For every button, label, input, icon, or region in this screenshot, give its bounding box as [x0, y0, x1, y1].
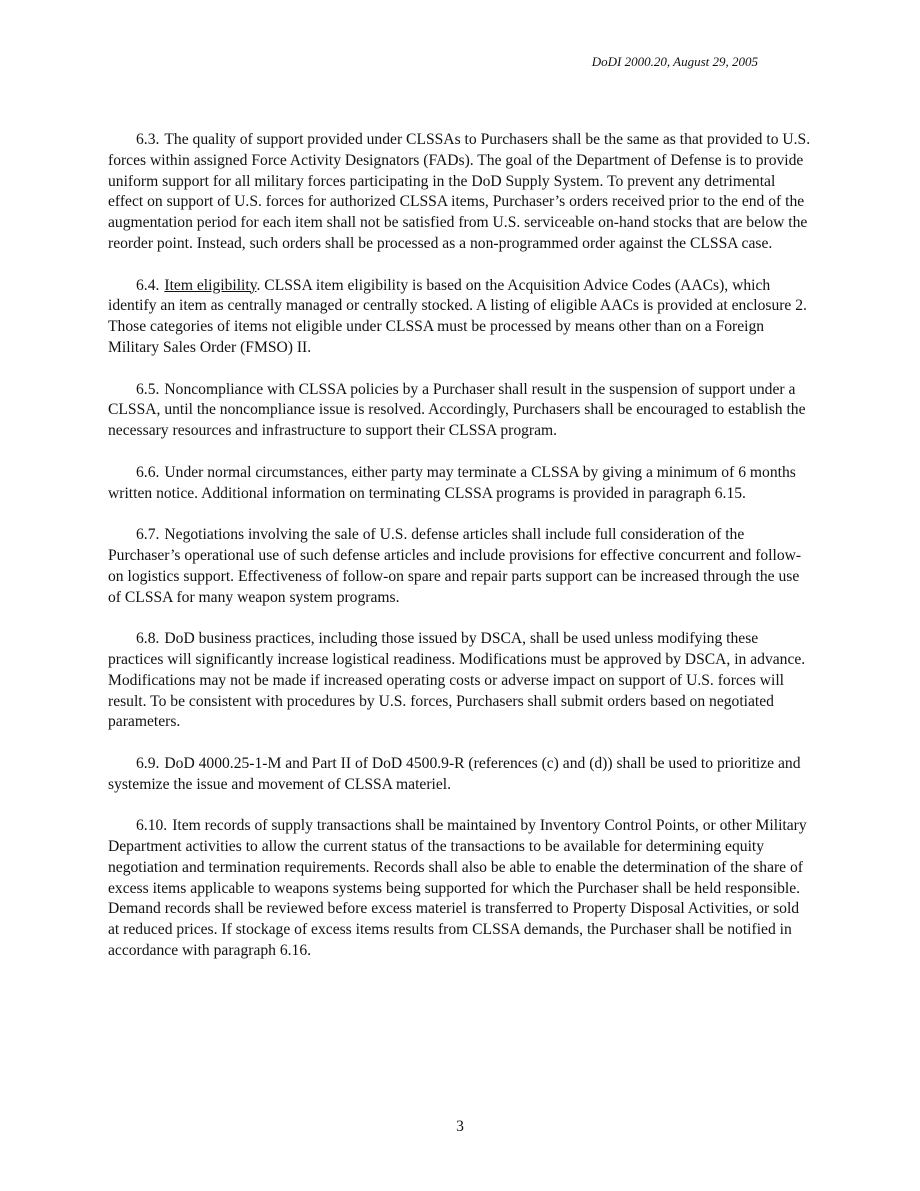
paragraph-text: Item records of supply transactions shall be maintained by Inventory Control Points, or other Military Department activities to allow the current status of the transactions to be available for determining equity negotiation and termination requirements. Records shall also be able to enable the determination of the share of excess items applicable to weapons systems being supported for which the Purchaser shall be held responsible. Demand records shall be reviewed before excess materiel is transferred to Property Disposal Activities, or sold at reduced prices. If stockage of excess items results from CLSSA demands, the Purchaser shall be notified in accordance with paragraph 6.16.	[108, 817, 807, 960]
page-number: 3	[456, 1118, 464, 1135]
paragraph-number: 6.3.	[136, 131, 160, 148]
document-body	[108, 130, 814, 983]
paragraph-number: 6.6.	[136, 463, 160, 481]
paragraph-text: Negotiations involving the sale of U.S. defense articles shall include full consideration of the Purchaser’s operational use of such defense articles and include provisions for effective concurrent and follow-on logistics support. Effectiveness of follow-on spare and repair parts support can be increased through the use of CLSSA for many weapon system programs.	[108, 526, 802, 606]
paragraph-number: 6.4.	[136, 276, 160, 294]
paragraph-text: DoD 4000.25-1-M and Part II of DoD 4500.9-R (references (c) and (d)) shall be used to prioritize and systemize the issue and movement of CLSSA materiel.	[108, 754, 801, 793]
running-header: DoDI 2000.20, August 29, 2005	[591, 54, 758, 69]
paragraph-6-4	[108, 276, 814, 359]
paragraph-heading: Item eligibility	[164, 276, 257, 294]
paragraph-text: . CLSSA item eligibility is based on the Acquisition Advice Codes (AACs), which identify an item as centrally managed or centrally stocked. A listing of eligible AACs is provided at enclosure 2. Those categories of items not eligible under CLSSA must be processed by means other than on a Foreign Military Sales Order (FMSO) II.	[108, 276, 807, 356]
paragraph-text: Under normal circumstances, either party may terminate a CLSSA by giving a minimum of 6 months written notice. Additional information on terminating CLSSA programs is provided in paragraph 6.15.	[108, 463, 796, 502]
paragraph-6-3	[108, 130, 814, 255]
paragraph-number: 6.7.	[136, 526, 160, 544]
paragraph-6-10	[108, 816, 814, 962]
paragraph-number: 6.10.	[136, 817, 168, 835]
paragraph-text: The quality of support provided under CLSSAs to Purchasers shall be the same as that provided to U.S. forces within assigned Force Activity Designators (FADs). The goal of the Department of Defense is to provide uniform support for all military forces participating in the DoD Supply System. To prevent any detrimental effect on support of U.S. forces for authorized CLSSA items, Purchaser’s orders received prior to the end of the augmentation period for each item shall not be satisfied from U.S. serviceable on-hand stocks that are below the reorder point. Instead, such orders shall be processed as a non-programmed order against the CLSSA case.	[108, 131, 811, 252]
paragraph-text: Noncompliance with CLSSA policies by a Purchaser shall result in the suspension of support under a CLSSA, until the noncompliance issue is resolved. Accordingly, Purchasers shall be encouraged to establish the necessary resources and infrastructure to support their CLSSA program.	[108, 380, 806, 440]
paragraph-6-7	[108, 525, 814, 608]
paragraph-text: DoD business practices, including those issued by DSCA, shall be used unless modifying these practices will significantly increase logistical readiness. Modifications must be approved by DSCA, in advance. Modifications may not be made if increased operating costs or adverse impact on support of U.S. forces will result. To be consistent with procedures by U.S. forces, Purchasers shall submit orders based on negotiated parameters.	[108, 630, 806, 731]
paragraph-number: 6.8.	[136, 630, 160, 648]
paragraph-6-8	[108, 629, 814, 733]
paragraph-6-6	[108, 463, 814, 505]
paragraph-number: 6.9.	[136, 754, 160, 772]
paragraph-6-9	[108, 754, 814, 796]
paragraph-6-5	[108, 380, 814, 442]
paragraph-number: 6.5.	[136, 380, 160, 398]
